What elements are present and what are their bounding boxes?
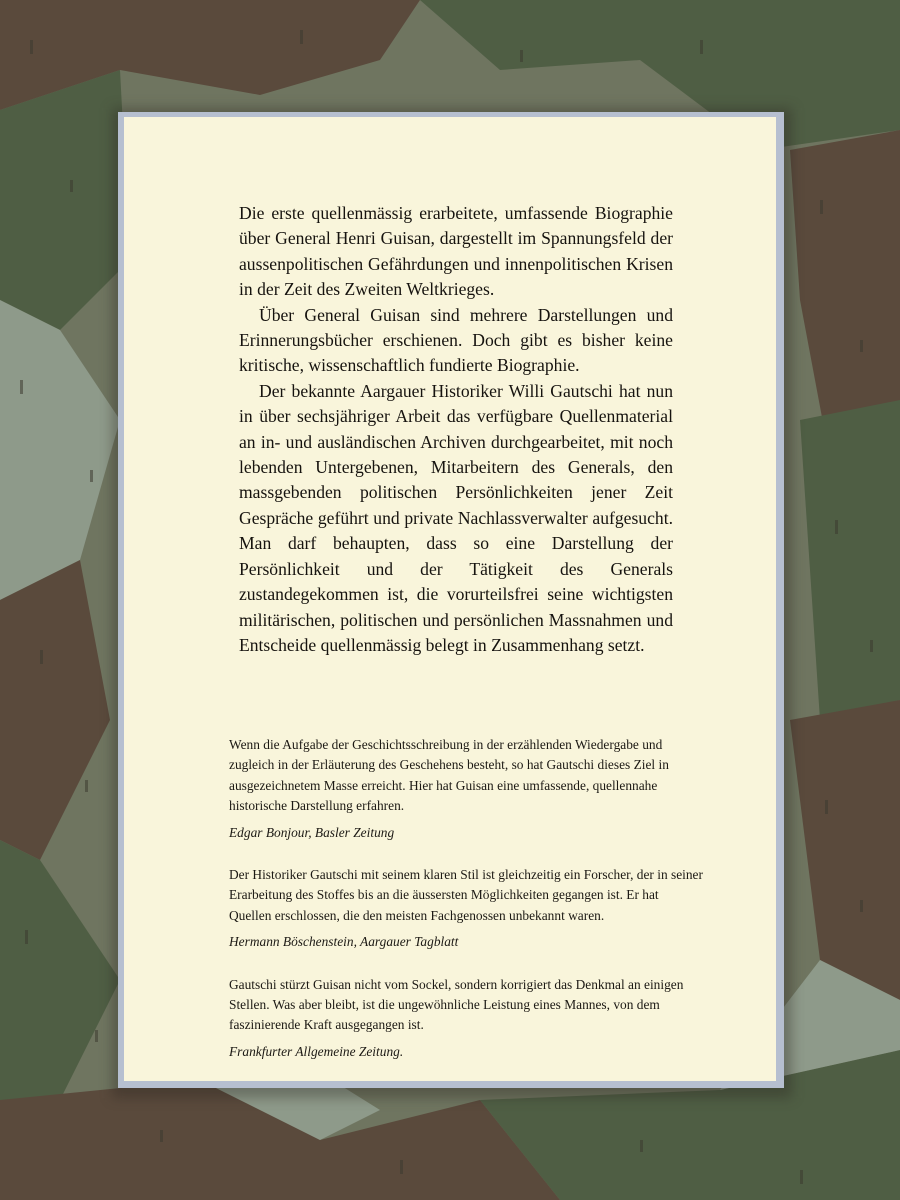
quote-text: Gautschi stürzt Guisan nicht vom Sockel, sondern korrigiert das Denkmal an einigen Stellen. Was aber bleibt, ist die ungewöhnliche Leistung eines Mannes, von dem faszinierende Kraft ausgegangen ist. bbox=[229, 976, 684, 1033]
review-quote bbox=[229, 975, 703, 1063]
quote-source: Hermann Böschenstein, Aargauer Tagblatt bbox=[229, 934, 459, 950]
blurb-paragraph: Der bekannte Aargauer Historiker Willi Gautschi hat nun in über sechsjähriger Arbeit das verfügbare Quellenmaterial an in- und ausländischen Archiven durchgearbeitet, mit noch lebenden Untergebenen, Mitarbeitern des Generals, den massgebenden politischen Persönlichkeiten jener Zeit Gespräche geführt und private Nachlassverwalter aufgesucht. Man darf behaupten, dass so eine Darstellung der Persönlichkeit und der Tätigkeit des Generals zustandegekommen ist, die vorurteilsfrei seine wichtigsten militärischen, politischen und persönlichen Massnahmen und Entscheide quellenmässig belegt in Zusammenhang setzt. bbox=[239, 380, 673, 655]
quote-source: Edgar Bonjour, Basler Zeitung bbox=[229, 824, 395, 840]
quote-source: Frankfurter Allgemeine Zeitung. bbox=[229, 1043, 404, 1059]
review-quote bbox=[229, 865, 703, 953]
quote-text: Der Historiker Gautschi mit seinem klaren Stil ist gleichzeitig ein Forscher, der in seiner Erarbeitung des Stoffes bis an die äussersten Möglichkeiten gegangen ist. Er hat Quellen erschlossen, die den meisten Fachgenossen unbekannt waren. bbox=[229, 867, 703, 923]
review-quote bbox=[229, 735, 703, 843]
review-quotes bbox=[229, 735, 703, 1084]
quote-text: Wenn die Aufgabe der Geschichtsschreibung in der erzählenden Wiedergabe und zugleich in der Erläuterung des Geschehens besteht, so hat Gautschi dieses Ziel in ausgezeichnetem Masse erreicht. Hier hat Guisan eine umfassende, quellennahe historische Darstellung erfahren. bbox=[229, 737, 669, 814]
blurb-paragraph: Die erste quellenmässig erarbeitete, umfassende Biographie über General Henri Guisan, dargestellt im Spannungsfeld der aussenpolitischen Gefährdungen und innenpolitischen Krisen in der Zeit des Zweiten Weltkrieges. bbox=[239, 203, 673, 300]
blurb-text bbox=[239, 201, 673, 658]
blurb-paragraph: Über General Guisan sind mehrere Darstellungen und Erinnerungsbücher erschienen. Doch gibt es bisher keine kritische, wissenschaftlich fundierte Biographie. bbox=[239, 304, 673, 376]
book-back-cover bbox=[124, 117, 776, 1081]
